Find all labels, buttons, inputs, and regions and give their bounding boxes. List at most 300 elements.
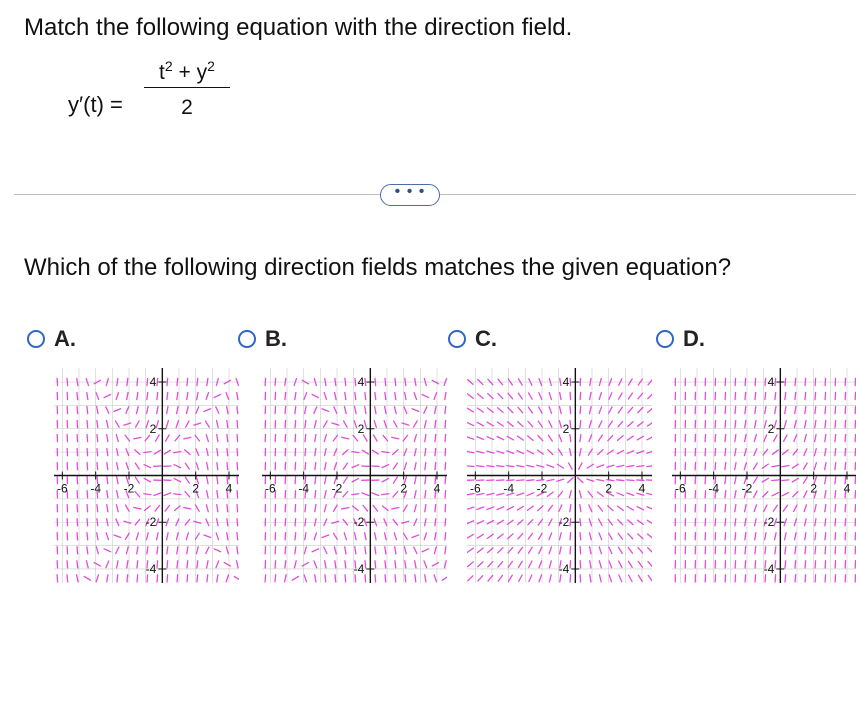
slope-segment: [414, 421, 418, 427]
slope-segment: [735, 477, 736, 484]
slope-segment: [599, 533, 602, 540]
slope-segment: [647, 466, 652, 467]
slope-segment: [405, 575, 406, 582]
slope-segment: [519, 575, 522, 581]
slope-segment: [560, 547, 561, 554]
slope-segment: [144, 465, 151, 468]
slope-segment: [528, 436, 534, 441]
slope-segment: [762, 464, 768, 468]
slope-segment: [395, 547, 396, 554]
slope-segment: [715, 463, 716, 470]
slope-segment: [754, 491, 757, 497]
slope-segment: [442, 576, 447, 580]
slope-segment: [529, 561, 532, 567]
slope-segment: [805, 407, 806, 414]
slope-segment: [784, 435, 787, 441]
slope-segment: [518, 547, 522, 553]
slope-segment: [805, 533, 806, 540]
slope-segment: [528, 547, 532, 553]
slope-segment: [835, 519, 836, 526]
slope-segment: [557, 479, 564, 481]
slope-segment: [825, 505, 826, 512]
option-b[interactable]: [238, 326, 287, 352]
slope-segment: [627, 493, 634, 495]
slope-segment: [97, 435, 98, 442]
slope-segment: [144, 452, 151, 453]
radio-a[interactable]: [27, 330, 45, 348]
slope-segment: [237, 463, 238, 470]
slope-segment: [619, 393, 623, 399]
slope-segment: [305, 463, 306, 470]
slope-segment: [845, 435, 846, 442]
slope-segment: [518, 422, 523, 427]
slope-segment: [126, 463, 128, 470]
slope-segment: [599, 421, 602, 427]
slope-segment: [549, 575, 551, 582]
slope-segment: [156, 421, 158, 428]
slope-segment: [87, 392, 88, 399]
slope-segment: [725, 421, 726, 428]
slope-segment: [414, 435, 416, 442]
slope-segment: [295, 505, 296, 512]
slope-segment: [805, 378, 806, 385]
slope-segment: [528, 533, 532, 539]
slope-segment: [445, 533, 446, 540]
slope-segment: [527, 465, 534, 466]
slope-segment: [425, 519, 426, 526]
slope-segment: [539, 575, 541, 582]
slope-segment: [375, 533, 377, 540]
slope-segment: [87, 449, 88, 456]
slope-segment: [107, 463, 108, 470]
slope-segment: [236, 561, 238, 568]
slope-segment: [234, 576, 239, 580]
slope-segment: [648, 548, 652, 553]
slope-segment: [106, 561, 109, 568]
slope-segment: [362, 493, 369, 496]
slope-segment: [539, 561, 542, 568]
slope-segment: [609, 547, 612, 554]
slope-segment: [177, 392, 178, 399]
slope-segment: [497, 437, 503, 440]
slope-segment: [835, 449, 836, 456]
slope-segment: [324, 505, 326, 512]
slope-segment: [785, 407, 786, 414]
slope-segment: [217, 505, 218, 512]
slope-segment: [765, 378, 766, 385]
slope-segment: [96, 547, 98, 554]
slope-segment: [167, 392, 168, 399]
y-tick-label: 4: [357, 375, 365, 390]
slope-segment: [107, 435, 108, 442]
slope-segment: [342, 437, 349, 439]
slope-segment: [395, 392, 396, 399]
slope-segment: [197, 561, 198, 568]
slope-segment: [528, 421, 533, 426]
slope-segment: [744, 463, 746, 470]
slope-segment: [147, 547, 148, 554]
slope-segment: [292, 576, 298, 580]
slope-segment: [295, 491, 296, 498]
slope-segment: [325, 378, 326, 385]
slope-segment: [106, 533, 108, 540]
slope-segment: [157, 561, 158, 568]
slope-segment: [435, 519, 436, 526]
slope-segment: [295, 421, 296, 428]
option-d[interactable]: [656, 326, 705, 352]
slope-segment: [598, 505, 602, 511]
slope-segment: [166, 421, 168, 428]
slope-segment: [637, 466, 644, 467]
slope-segment: [755, 407, 756, 414]
slope-segment: [785, 547, 786, 554]
slope-segment: [424, 561, 427, 568]
slope-segment: [618, 533, 622, 539]
slope-segment: [312, 549, 319, 552]
slope-segment: [285, 406, 286, 413]
slope-segment: [764, 421, 766, 428]
slope-segment: [344, 407, 346, 414]
y-tick-label: 4: [767, 375, 775, 390]
slope-segment: [324, 435, 326, 442]
slope-segment: [434, 575, 436, 582]
slope-segment: [207, 561, 208, 568]
slope-segment: [304, 547, 306, 554]
x-tick-label: -6: [674, 481, 686, 496]
slope-segment: [745, 533, 746, 540]
slope-segment: [305, 533, 306, 540]
slope-segment: [774, 421, 776, 428]
slope-segment: [107, 575, 108, 582]
slope-segment: [415, 463, 416, 470]
slope-segment: [815, 519, 816, 526]
slope-segment: [467, 451, 474, 453]
slope-segment: [275, 561, 276, 568]
radio-d[interactable]: [656, 330, 674, 348]
slope-segment: [735, 533, 736, 540]
slope-segment: [117, 378, 118, 385]
direction-field-plot: [262, 368, 447, 583]
slope-segment: [445, 519, 446, 526]
slope-segment: [477, 437, 484, 440]
slope-segment: [97, 533, 98, 540]
slope-segment: [154, 493, 161, 496]
slope-segment: [127, 561, 128, 568]
radio-b[interactable]: [238, 330, 256, 348]
slope-segment: [609, 575, 611, 582]
slope-segment: [590, 378, 591, 385]
slope-segment: [537, 465, 544, 467]
y-tick-label: 4: [149, 375, 157, 390]
slope-segment: [117, 477, 118, 484]
slope-segment: [375, 378, 376, 385]
slope-segment: [590, 561, 591, 568]
slope-segment: [589, 435, 592, 442]
slope-segment: [467, 394, 473, 398]
slope-segment: [295, 392, 296, 399]
slope-segment: [753, 477, 757, 483]
slope-segment: [628, 561, 632, 567]
slope-segment: [805, 421, 806, 428]
slope-segment: [580, 406, 581, 413]
slope-segment: [835, 505, 836, 512]
slope-segment: [355, 407, 356, 414]
slope-segment: [569, 491, 571, 498]
slope-segment: [392, 508, 399, 509]
slope-segment: [477, 422, 483, 425]
slope-segment: [477, 408, 483, 412]
slope-segment: [315, 519, 316, 526]
slope-segment: [825, 406, 826, 413]
slope-segment: [775, 533, 776, 540]
slope-segment: [580, 449, 582, 456]
slope-segment: [578, 478, 583, 483]
slope-segment: [775, 575, 776, 582]
slope-segment: [374, 435, 378, 441]
x-tick-label: -2: [331, 481, 343, 496]
slope-segment: [354, 533, 356, 540]
slope-segment: [126, 547, 128, 554]
slope-segment: [324, 393, 326, 400]
slope-segment: [144, 478, 150, 481]
slope-segment: [599, 561, 601, 568]
slope-segment: [539, 393, 542, 400]
slope-segment: [775, 407, 776, 414]
slope-segment: [237, 477, 238, 484]
direction-field-plot: [672, 368, 856, 583]
slope-segment: [237, 547, 238, 554]
slope-segment: [755, 378, 756, 385]
slope-segment: [627, 480, 634, 481]
slope-segment: [373, 505, 377, 511]
slope-segment: [735, 449, 736, 456]
slope-segment: [333, 533, 337, 539]
slope-segment: [352, 478, 358, 481]
slope-segment: [414, 547, 417, 553]
slope-segment: [628, 393, 632, 399]
slope-segment: [589, 421, 591, 428]
slope-segment: [518, 561, 522, 567]
slope-segment: [186, 533, 188, 540]
slope-segment: [226, 547, 228, 554]
slope-segment: [385, 547, 386, 554]
slope-segment: [539, 547, 542, 554]
slope-segment: [352, 452, 359, 453]
y-tick-label: 2: [357, 421, 365, 436]
slope-segment: [104, 549, 111, 552]
slope-segment: [825, 519, 826, 526]
slope-segment: [116, 435, 118, 442]
slope-segment: [518, 534, 523, 539]
slope-segment: [637, 507, 643, 510]
slope-segment: [176, 421, 178, 428]
slope-segment: [355, 547, 356, 554]
slope-segment: [217, 463, 218, 470]
slope-segment: [394, 421, 397, 427]
slope-segment: [345, 547, 346, 554]
slope-segment: [285, 547, 286, 554]
y-tick-label: 2: [562, 421, 570, 436]
slope-segment: [609, 533, 613, 539]
y-tick-label: -2: [558, 515, 570, 530]
slope-segment: [825, 449, 826, 456]
x-tick-label: -2: [123, 481, 135, 496]
slope-segment: [77, 392, 78, 399]
slope-segment: [814, 449, 816, 456]
slope-segment: [197, 575, 198, 582]
slope-segment: [725, 406, 726, 413]
slope-segment: [305, 449, 306, 456]
slope-segment: [745, 547, 746, 554]
slope-segment: [116, 505, 118, 512]
slope-segment: [117, 575, 118, 582]
slope-segment: [590, 547, 591, 554]
direction-field-d: [672, 368, 856, 583]
slope-segment: [157, 407, 158, 414]
slope-segment: [845, 505, 846, 512]
slope-segment: [628, 534, 633, 539]
expand-more-button[interactable]: • • •: [380, 184, 440, 206]
slope-segment: [84, 576, 90, 580]
slope-segment: [628, 547, 632, 553]
slope-segment: [745, 435, 746, 442]
slope-segment: [295, 533, 296, 540]
slope-segment: [177, 547, 178, 554]
slope-segment: [167, 378, 168, 385]
slope-segment: [372, 493, 379, 496]
slope-segment: [107, 477, 108, 484]
option-c[interactable]: [448, 326, 497, 352]
slope-segment: [803, 463, 807, 469]
slope-segment: [335, 378, 336, 385]
slope-segment: [435, 449, 436, 456]
slope-segment: [478, 394, 484, 399]
slope-segment: [217, 435, 218, 442]
slope-segment: [207, 449, 209, 456]
slope-segment: [227, 519, 228, 526]
slope-segment: [590, 407, 592, 414]
y-tick-label: 2: [149, 421, 157, 436]
slope-segment: [478, 548, 484, 552]
slope-segment: [375, 547, 376, 554]
slope-segment: [204, 535, 211, 538]
slope-segment: [795, 561, 796, 568]
slope-segment: [167, 561, 168, 568]
slope-segment: [725, 533, 726, 540]
slope-segment: [547, 492, 553, 496]
slope-segment: [147, 407, 148, 414]
slope-segment: [599, 379, 601, 386]
slope-segment: [549, 533, 552, 540]
slope-segment: [765, 407, 766, 414]
slope-segment: [365, 561, 366, 568]
slope-segment: [825, 491, 826, 498]
slope-segment: [744, 449, 746, 456]
slope-segment: [355, 378, 356, 385]
slope-segment: [67, 575, 68, 582]
slope-segment: [392, 437, 399, 439]
slope-segment: [528, 407, 532, 413]
slope-segment: [187, 547, 188, 554]
slope-segment: [227, 421, 228, 428]
slope-segment: [394, 533, 396, 540]
slope-segment: [745, 421, 746, 428]
slope-segment: [87, 477, 88, 484]
y-tick-label: 2: [767, 421, 775, 436]
slope-segment: [647, 422, 652, 426]
slope-segment: [618, 547, 622, 553]
x-tick-label: 2: [192, 481, 200, 496]
slope-segment: [599, 547, 601, 554]
slope-segment: [393, 477, 397, 483]
slope-segment: [217, 477, 218, 484]
slope-segment: [206, 547, 209, 553]
slope-segment: [434, 547, 436, 554]
slope-segment: [374, 421, 376, 428]
slope-segment: [322, 409, 329, 412]
slope-segment: [557, 464, 563, 468]
slope-segment: [204, 409, 211, 412]
slope-segment: [549, 421, 552, 427]
radio-c[interactable]: [448, 330, 466, 348]
slope-segment: [478, 576, 483, 581]
slope-segment: [343, 477, 347, 483]
slope-segment: [166, 435, 170, 441]
slope-segment: [559, 533, 561, 540]
slope-segment: [126, 505, 130, 511]
slope-segment: [772, 480, 779, 481]
slope-segment: [445, 463, 446, 470]
slope-segment: [167, 575, 168, 582]
slope-segment: [384, 533, 386, 540]
slope-segment: [467, 548, 473, 552]
slope-segment: [794, 505, 797, 511]
slope-segment: [177, 561, 178, 568]
slope-segment: [835, 406, 836, 413]
slope-segment: [422, 395, 429, 398]
slope-segment: [332, 423, 339, 425]
slope-segment: [304, 575, 306, 582]
slope-segment: [424, 407, 427, 414]
slope-segment: [186, 421, 189, 427]
slope-segment: [207, 477, 208, 484]
slope-segment: [174, 465, 181, 468]
slope-segment: [395, 575, 396, 582]
slope-segment: [745, 392, 746, 399]
slope-segment: [207, 575, 208, 582]
slope-segment: [498, 548, 503, 553]
slope-segment: [87, 463, 88, 470]
x-tick-label: -6: [56, 481, 68, 496]
slope-segment: [487, 408, 493, 412]
slope-segment: [784, 421, 786, 428]
slope-segment: [97, 421, 98, 428]
slope-segment: [517, 493, 524, 495]
slope-segment: [77, 378, 78, 385]
y-tick-label: 4: [562, 375, 570, 390]
slope-segment: [580, 435, 581, 442]
slope-segment: [335, 575, 336, 582]
slope-segment: [117, 463, 118, 470]
slope-segment: [775, 378, 776, 385]
slope-segment: [382, 478, 388, 481]
slope-segment: [424, 533, 426, 540]
slope-segment: [468, 576, 473, 581]
option-a[interactable]: [27, 326, 76, 352]
slope-segment: [755, 421, 756, 428]
slope-segment: [425, 505, 426, 512]
slope-segment: [67, 561, 68, 568]
